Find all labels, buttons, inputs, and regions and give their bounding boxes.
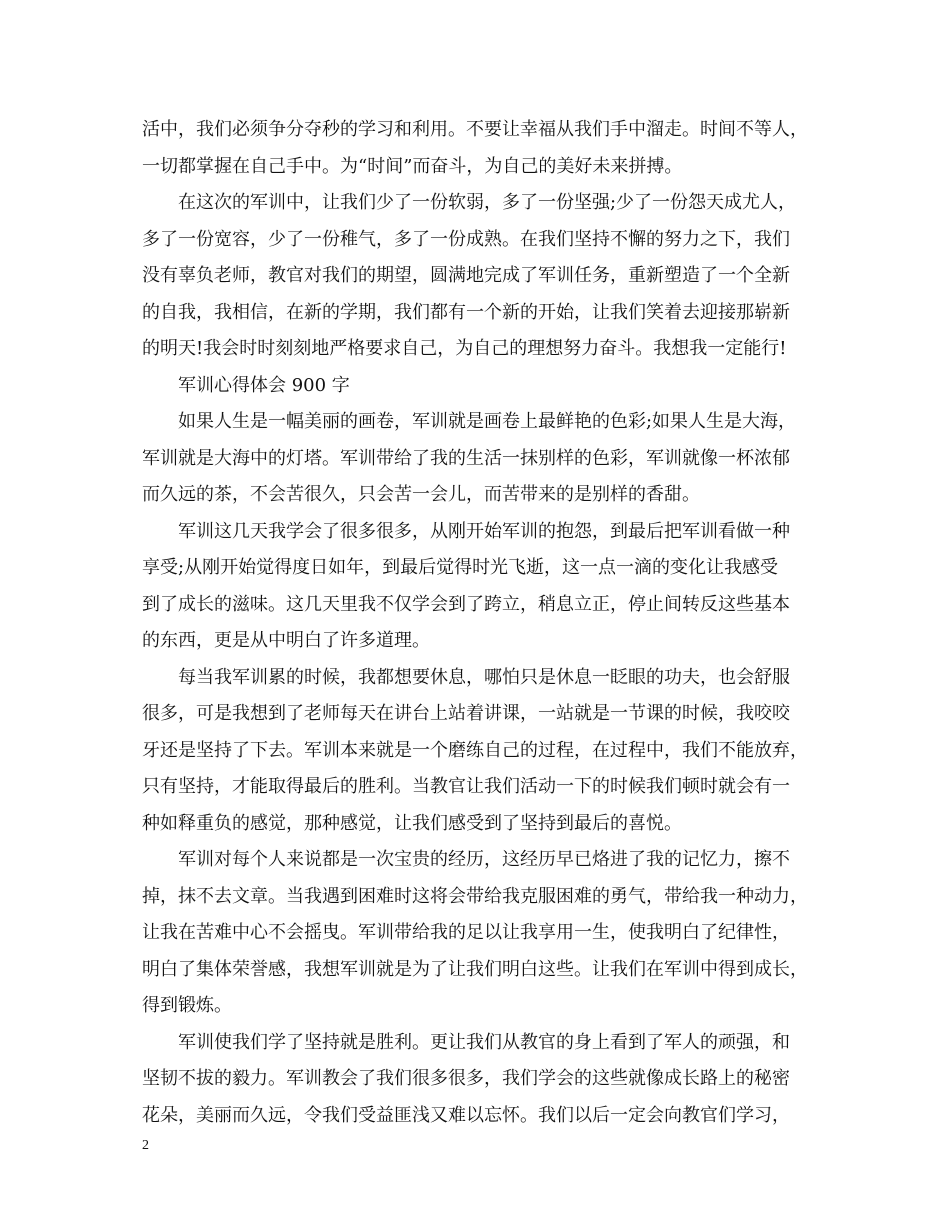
page-number: 2 <box>142 1138 149 1153</box>
text-line: 军训这几天我学会了很多很多，从刚开始军训的抱怨，到最后把军训看做一种 <box>178 520 790 542</box>
text-line: 的东西，更是从中明白了许多道理。 <box>142 630 430 651</box>
text-line: 军训对每个人来说都是一次宝贵的经历，这经历早已烙进了我的记忆力，擦不 <box>178 849 790 870</box>
section-heading <box>142 368 810 405</box>
text-line: 没有辜负老师，教官对我们的期望，圆满地完成了军训任务，重新塑造了一个全新 <box>142 265 790 286</box>
paragraph <box>142 404 810 514</box>
paragraph <box>142 660 810 843</box>
text-line: 坚韧不拔的毅力。军训教会了我们很多很多，我们学会的这些就像成长路上的秘密 <box>142 1068 790 1089</box>
text-line: 到了成长的滋味。这几天里我不仅学会到了跨立，稍息立正，停止间转反这些基本 <box>142 593 790 615</box>
text-line: 种如释重负的感觉，那种感觉，让我们感受到了坚持到最后的喜悦。 <box>142 812 682 834</box>
text-line: 享受;从刚开始觉得度日如年，到最后觉得时光飞逝，这一点一滴的变化让我感受 <box>142 557 779 578</box>
text-line: 花朵，美丽而久远，令我们受益匪浅又难以忘怀。我们以后一定会向教官们学习， <box>142 1104 790 1126</box>
text-line: 只有坚持，才能取得最后的胜利。当教官让我们活动一下的时候我们顿时就会有一 <box>142 776 790 797</box>
text-line: 在这次的军训中，让我们少了一份软弱，多了一份坚强;少了一份怨天成尤人， <box>178 192 797 213</box>
text-line: 掉，抹不去文章。当我遇到困难时这将会带给我克服困难的勇气，带给我一种动力， <box>142 885 808 907</box>
text-line: 活中，我们必须争分夺秒的学习和利用。不要让幸福从我们手中溜走。时间不等人， <box>142 119 808 140</box>
text-line: 的明天!我会时时刻刻地严格要求自己，为自己的理想努力奋斗。我想我一定能行! <box>142 338 787 359</box>
text-line: 军训就是大海中的灯塔。军训带给了我的生活一抹别样的色彩，军训就像一杯浓郁 <box>142 447 790 469</box>
text-line: 明白了集体荣誉感，我想军训就是为了让我们明白这些。让我们在军训中得到成长， <box>142 958 808 980</box>
text-line: 如果人生是一幅美丽的画卷，军训就是画卷上最鲜艳的色彩;如果人生是大海， <box>178 411 797 432</box>
text-line: 而久远的茶，不会苦很久，只会苦一会儿，而苦带来的是别样的香甜。 <box>142 484 700 505</box>
text-line: 一切都掌握在自己手中。为“时间”而奋斗，为自己的美好未来拼搏。 <box>142 155 683 177</box>
paragraph <box>142 1025 810 1135</box>
text-line: 军训使我们学了坚持就是胜利。更让我们从教官的身上看到了军人的顽强，和 <box>178 1031 790 1053</box>
paragraph <box>142 112 810 185</box>
document-body <box>142 112 810 1134</box>
paragraph <box>142 842 810 1025</box>
text-line: 得到锻炼。 <box>142 995 232 1016</box>
text-line: 每当我军训累的时候，我都想要休息，哪怕只是休息一眨眼的功夫，也会舒服 <box>178 666 790 688</box>
text-line: 牙还是坚持了下去。军训本来就是一个磨练自己的过程，在过程中，我们不能放弃， <box>142 739 808 761</box>
text-line: 军训心得体会 900 字 <box>178 374 350 396</box>
text-line: 多了一份宽容，少了一份稚气，多了一份成熟。在我们坚持不懈的努力之下，我们 <box>142 228 790 250</box>
paragraph <box>142 514 810 660</box>
text-line: 很多，可是我想到了老师每天在讲台上站着讲课，一站就是一节课的时候，我咬咬 <box>142 703 790 724</box>
text-line: 的自我，我相信，在新的学期，我们都有一个新的开始，让我们笑着去迎接那崭新 <box>142 301 790 323</box>
text-line: 让我在苦难中心不会摇曳。军训带给我的足以让我享用一生，使我明白了纪律性， <box>142 922 790 943</box>
paragraph <box>142 185 810 368</box>
